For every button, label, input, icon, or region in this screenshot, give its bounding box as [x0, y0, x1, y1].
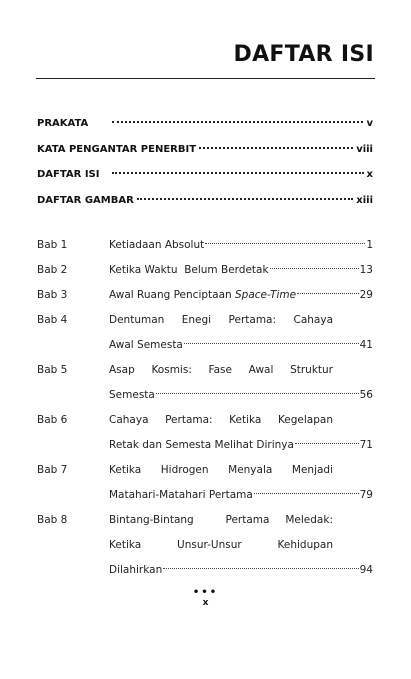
dot-leader [270, 268, 359, 269]
chapter-title-cont: Retak dan Semesta Melihat Dirinya [109, 439, 294, 451]
chapter-title: Ketika Waktu Belum Berdetak [109, 264, 269, 276]
chapter-title-cont: Matahari-Matahari Pertama [109, 489, 253, 501]
page-title: DAFTAR ISI [233, 42, 374, 67]
chapter-title: Awal Ruang Penciptaan [109, 289, 236, 301]
toc-entry-page: v [366, 118, 373, 129]
dot-leader [156, 393, 359, 394]
toc-entry-prakata[interactable] [37, 118, 373, 144]
chapter-title: Bintang-Bintang Pertama Meledak: [109, 514, 333, 526]
chapter-title: Ketiadaan Absolut [109, 239, 205, 251]
dot-leader [199, 147, 353, 149]
dot-leader [163, 568, 358, 569]
chapter-title: Dentuman Enegi Pertama: Cahaya [109, 314, 333, 326]
toc-entry-label: DAFTAR ISI [37, 169, 100, 180]
toc-chapter-4[interactable] [37, 308, 373, 358]
toc-chapter-6[interactable] [37, 408, 373, 458]
dot-leader [112, 172, 364, 174]
toc-entry-daftar-isi[interactable] [37, 169, 373, 195]
page-number: x [202, 598, 209, 608]
chapter-title: Cahaya Pertama: Ketika Kegelapan [109, 414, 333, 426]
chapter-page: 41 [359, 339, 373, 351]
chapter-page: 79 [359, 489, 373, 501]
chapter-page: 71 [359, 439, 373, 451]
toc-entry-label: KATA PENGANTAR PENERBIT [37, 143, 197, 155]
toc-chapter-8[interactable] [37, 508, 373, 583]
dot-leader [254, 493, 359, 494]
dot-leader [295, 443, 359, 444]
dot-leader [297, 293, 359, 294]
toc-entry-label: DAFTAR GAMBAR [37, 194, 134, 206]
chapter-number: Bab 1 [37, 239, 68, 251]
chapter-title-italic: Space-Time [235, 289, 297, 301]
toc-entry-label: PRAKATA [37, 118, 89, 129]
chapter-number: Bab 2 [37, 264, 68, 276]
ornament-dots: ••• [192, 587, 219, 598]
page-footer [0, 588, 411, 608]
chapter-number: Bab 4 [37, 314, 68, 326]
toc-chapter-3[interactable] [37, 283, 373, 308]
toc-chapter-7[interactable] [37, 458, 373, 508]
toc-entry-page: xiii [356, 194, 373, 206]
toc-chapter-2[interactable] [37, 258, 373, 283]
toc-entry-daftar-gambar[interactable] [37, 195, 373, 221]
chapter-page: 29 [359, 289, 373, 301]
chapter-number: Bab 8 [37, 514, 68, 526]
chapter-page: 13 [359, 264, 373, 276]
toc-entry-page: viii [356, 143, 373, 155]
chapter-page: 94 [359, 564, 373, 576]
chapter-title-cont: Semesta [109, 389, 155, 401]
chapter-page: 1 [366, 239, 373, 251]
dot-leader [137, 198, 353, 200]
chapter-number: Bab 6 [37, 414, 68, 426]
toc-entry-kata-pengantar[interactable] [37, 144, 373, 170]
chapter-title: Asap Kosmis: Fase Awal Struktur [109, 364, 333, 376]
dot-leader [112, 121, 363, 123]
chapter-title-cont: Awal Semesta [109, 339, 183, 351]
toc-entry-page: x [366, 169, 373, 180]
chapter-number: Bab 5 [37, 364, 68, 376]
dot-leader [205, 243, 365, 244]
chapter-title-cont: Ketika Unsur-Unsur Kehidupan [109, 539, 333, 551]
front-matter-list [37, 118, 373, 220]
chapter-number: Bab 3 [37, 289, 68, 301]
title-rule [36, 78, 375, 79]
chapter-page: 56 [359, 389, 373, 401]
chapter-number: Bab 7 [37, 464, 68, 476]
dot-leader [184, 343, 359, 344]
chapter-list [37, 233, 373, 583]
chapter-title-cont: Dilahirkan [109, 564, 163, 576]
chapter-title: Ketika Hidrogen Menyala Menjadi [109, 464, 333, 476]
toc-chapter-1[interactable] [37, 233, 373, 258]
toc-chapter-5[interactable] [37, 358, 373, 408]
